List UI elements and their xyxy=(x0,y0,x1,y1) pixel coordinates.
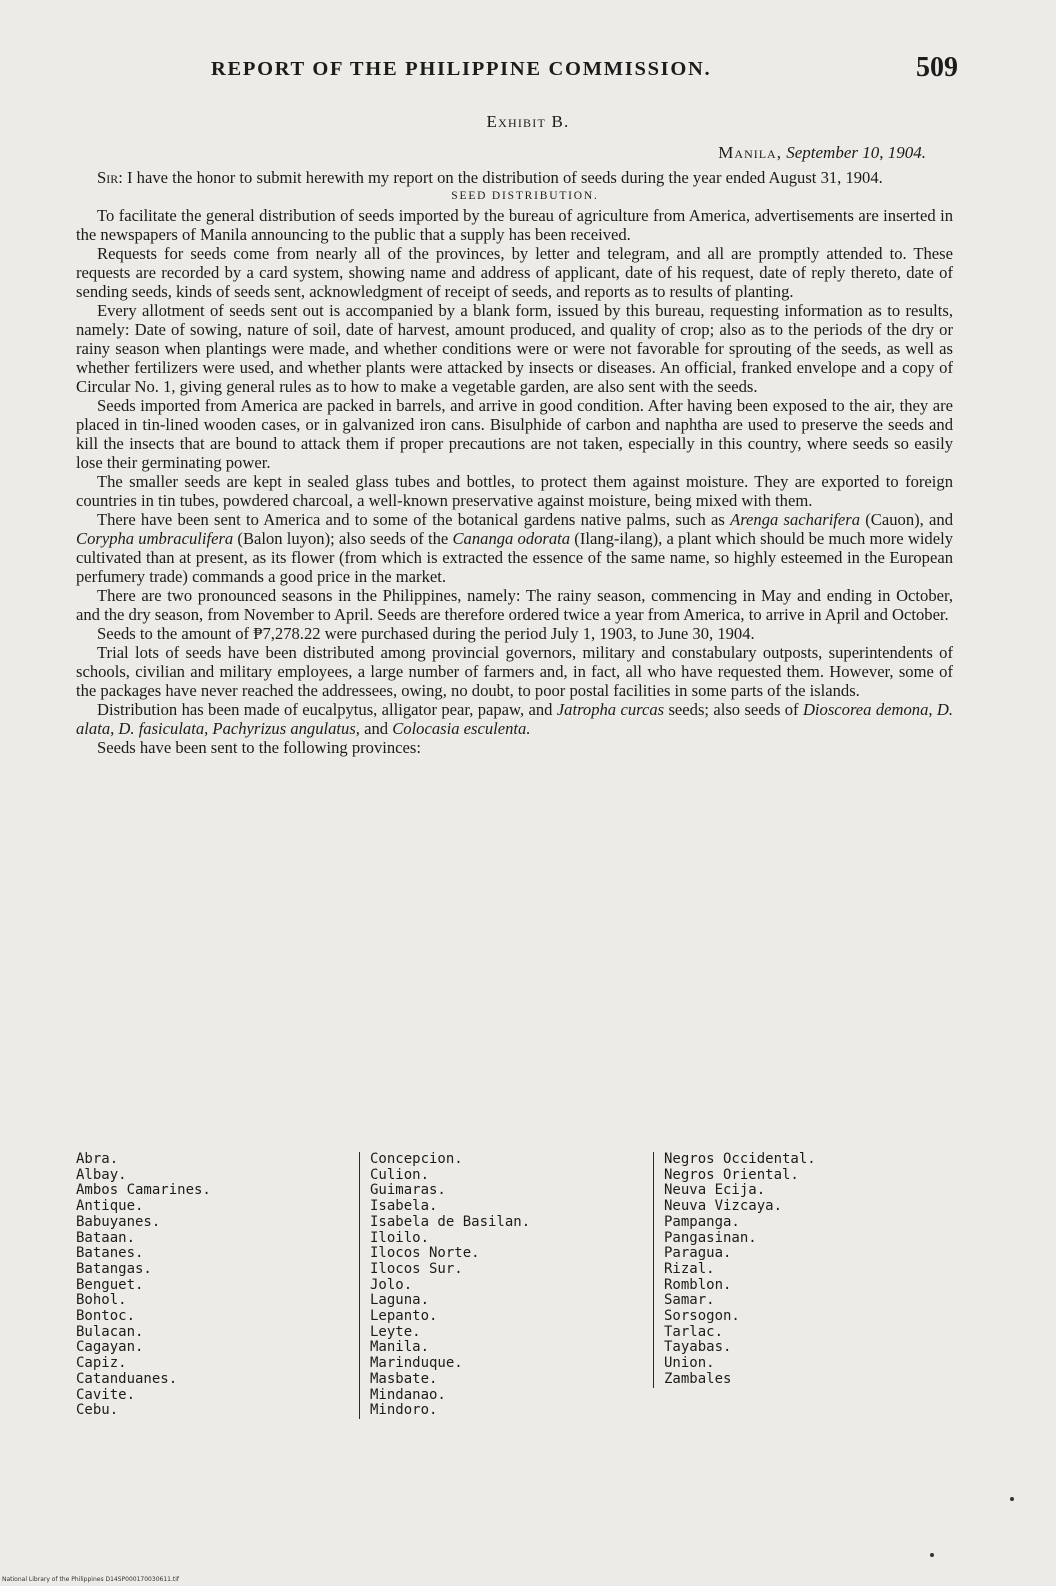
dateline-date: September 10, 1904. xyxy=(786,143,926,162)
province-item: Mindanao. xyxy=(370,1386,446,1403)
page-number: 509 xyxy=(916,52,958,83)
province-item: Benguet. xyxy=(76,1276,144,1293)
paragraph: Seeds to the amount of ₱7,278.22 were purchased during the period July 1, 1903, to June 30, 1904. xyxy=(97,624,755,643)
province-item: Paragua. xyxy=(664,1245,732,1262)
province-column-2 xyxy=(359,1152,660,1419)
province-item: Bulacan. xyxy=(76,1323,144,1340)
province-item: Concepcion. xyxy=(370,1151,463,1167)
province-item: Marinduque. xyxy=(370,1355,463,1372)
province-item: Iloilo. xyxy=(370,1229,430,1246)
province-item: Batanes. xyxy=(76,1245,144,1262)
province-item: Isabela. xyxy=(370,1198,438,1215)
province-item: Zambales xyxy=(664,1370,732,1387)
province-item: Pampanga. xyxy=(664,1213,740,1230)
province-item: Tarlac. xyxy=(664,1323,724,1340)
province-item: Masbate. xyxy=(370,1370,438,1387)
province-item: Rizal. xyxy=(664,1260,715,1277)
salutation-text: I have the honor to submit herewith my report on the distribution of seeds during the year ended August 31, 1904. xyxy=(127,168,883,187)
province-item: Leyte. xyxy=(370,1323,421,1340)
text-run: and xyxy=(359,719,393,738)
paragraph: Every allotment of seeds sent out is accompanied by a blank form, issued by this bureau, requesting information as to results, namely: Date of sowing, nature of soil, date of harvest, amount produced, and quality of crop; also as to the periods of the dry or rainy season when plantings were made, and whether conditions were or were not favorable for sprouting of the seeds, as well as whether fertilizers were used, and whether plants were attacked by insects or diseases. An official, franked envelope and a copy of Circular No. 1, giving general rules as to how to make a vegetable garden, are also sent with the seeds. xyxy=(76,301,953,396)
text-run: seeds; also seeds of xyxy=(664,700,803,719)
province-list xyxy=(76,1152,816,1422)
section-heading: SEED DISTRIBUTION. xyxy=(451,190,599,202)
paragraph: Trial lots of seeds have been distributed among provincial governors, military and constabulary outposts, superintendents of schools, civilian and military employees, a large number of farmers and, in fact, all who have requested them. However, some of the packages have never reached the addressees, owing, no doubt, to poor postal facilities in some parts of the islands. xyxy=(76,643,953,700)
species-name: Corypha umbraculifera xyxy=(76,529,234,548)
province-item: Mindoro. xyxy=(370,1402,438,1419)
province-item: Samar. xyxy=(664,1292,715,1309)
province-item: Catanduanes. xyxy=(76,1370,178,1387)
province-item: Neuva Vizcaya. xyxy=(664,1198,783,1215)
province-item: Guimaras. xyxy=(370,1182,446,1199)
province-item: Ilocos Norte. xyxy=(370,1245,480,1262)
province-item: Sorsogon. xyxy=(664,1308,740,1325)
province-column-3 xyxy=(653,1152,824,1388)
province-item: Lepanto. xyxy=(370,1308,438,1325)
province-item: Cebu. xyxy=(76,1402,119,1419)
province-item: Ambos Camarines. xyxy=(76,1182,211,1199)
province-item: Cavite. xyxy=(76,1386,136,1403)
report-body xyxy=(76,168,953,757)
paragraph-distribution xyxy=(76,700,953,738)
province-item: Romblon. xyxy=(664,1276,732,1293)
species-name: Colocasia esculenta. xyxy=(392,719,531,738)
province-item: Manila. xyxy=(370,1339,430,1356)
province-item: Tayabas. xyxy=(664,1339,732,1356)
running-title: REPORT OF THE PHILIPPINE COMMISSION. xyxy=(211,58,712,80)
text-run: (Balon luyon); also seeds of the xyxy=(233,529,453,548)
province-column-1 xyxy=(76,1152,356,1419)
dateline-place: Manila, xyxy=(718,143,782,162)
text-run: There have been sent to America and to some of the botanical gardens native palms, such as xyxy=(97,510,731,529)
province-item: Pangasinan. xyxy=(664,1229,757,1246)
page-header xyxy=(76,52,958,90)
province-item: Neuva Ecija. xyxy=(664,1182,766,1199)
province-item: Albay. xyxy=(76,1166,127,1183)
species-name: Jatropha curcas xyxy=(556,700,665,719)
print-speck xyxy=(930,1553,934,1557)
exhibit-label: Exhibit B. xyxy=(486,112,570,131)
province-item: Culion. xyxy=(370,1166,430,1183)
paragraph: There are two pronounced seasons in the Philippines, namely: The rainy season, commencing in May and ending in October, and the dry season, from November to April. Seeds are therefore ordered twice a year from America, to arrive in April and October. xyxy=(76,586,953,624)
salutation xyxy=(76,168,953,187)
province-item: Bontoc. xyxy=(76,1308,136,1325)
province-item: Negros Occidental. xyxy=(664,1151,816,1167)
salutation-lead: Sir: xyxy=(97,168,123,187)
archive-stamp: National Library of the Philippines D14SP000170030611.tif xyxy=(2,1576,180,1583)
province-item: Union. xyxy=(664,1355,715,1372)
province-item: Ilocos Sur. xyxy=(370,1260,463,1277)
province-item: Capiz. xyxy=(76,1355,127,1372)
dateline xyxy=(718,143,926,163)
species-name: Arenga sacharifera xyxy=(730,510,861,529)
paragraph: Requests for seeds come from nearly all of the provinces, by letter and telegram, and all are promptly attended to. These requests are recorded by a card system, showing name and address of applicant, date of his request, date of reply thereto, date of sending seeds, kinds of seeds sent, acknowledgment of receipt of seeds, and reports as to results of planting. xyxy=(76,244,953,301)
province-item: Cagayan. xyxy=(76,1339,144,1356)
text-run: (Cauon), and xyxy=(860,510,953,529)
text-run: Distribution has been made of eucalpytus, alligator pear, papaw, and xyxy=(97,700,557,719)
province-item: Isabela de Basilan. xyxy=(370,1213,531,1230)
paragraph: The smaller seeds are kept in sealed glass tubes and bottles, to protect them against moisture. They are exported to foreign countries in tin tubes, powdered charcoal, a well-known preservative against moisture, being mixed with them. xyxy=(76,472,953,510)
province-item: Batangas. xyxy=(76,1260,152,1277)
province-item: Babuyanes. xyxy=(76,1213,161,1230)
print-speck xyxy=(1010,1497,1014,1501)
province-item: Jolo. xyxy=(370,1276,413,1293)
species-name: Cananga odorata xyxy=(452,529,571,548)
paragraph-palms xyxy=(76,510,953,586)
province-item: Bataan. xyxy=(76,1229,136,1246)
paragraph: Seeds imported from America are packed in barrels, and arrive in good condition. After having been exposed to the air, they are placed in tin-lined wooden cases, or in galvanized iron cans. Bisulphide of carbon and naphtha are used to preserve the seeds and kill the insects that are bound to attack them if proper precautions are not taken, especially in this country, where seeds so easily lose their germinating power. xyxy=(76,396,953,472)
text-run: (Ilang-ilang), a plant which should be much more widely cultivated than at present, as its flower (from which is extracted the essence of the same name, so highly esteemed in the European perfumery trade) commands a good price in the market. xyxy=(76,529,954,586)
province-item: Negros Oriental. xyxy=(664,1166,799,1183)
species-name: Dioscorea demona, D. alata, D. fasiculata, Pachyrizus angulatus, xyxy=(76,700,954,738)
province-item: Antique. xyxy=(76,1198,144,1215)
province-item: Laguna. xyxy=(370,1292,430,1309)
province-item: Bohol. xyxy=(76,1292,127,1309)
paragraph: Seeds have been sent to the following provinces: xyxy=(97,738,421,757)
paragraph: To facilitate the general distribution of seeds imported by the bureau of agriculture from America, advertisements are inserted in the newspapers of Manila announcing to the public that a supply has been received. xyxy=(76,206,953,244)
province-item: Abra. xyxy=(76,1151,119,1167)
